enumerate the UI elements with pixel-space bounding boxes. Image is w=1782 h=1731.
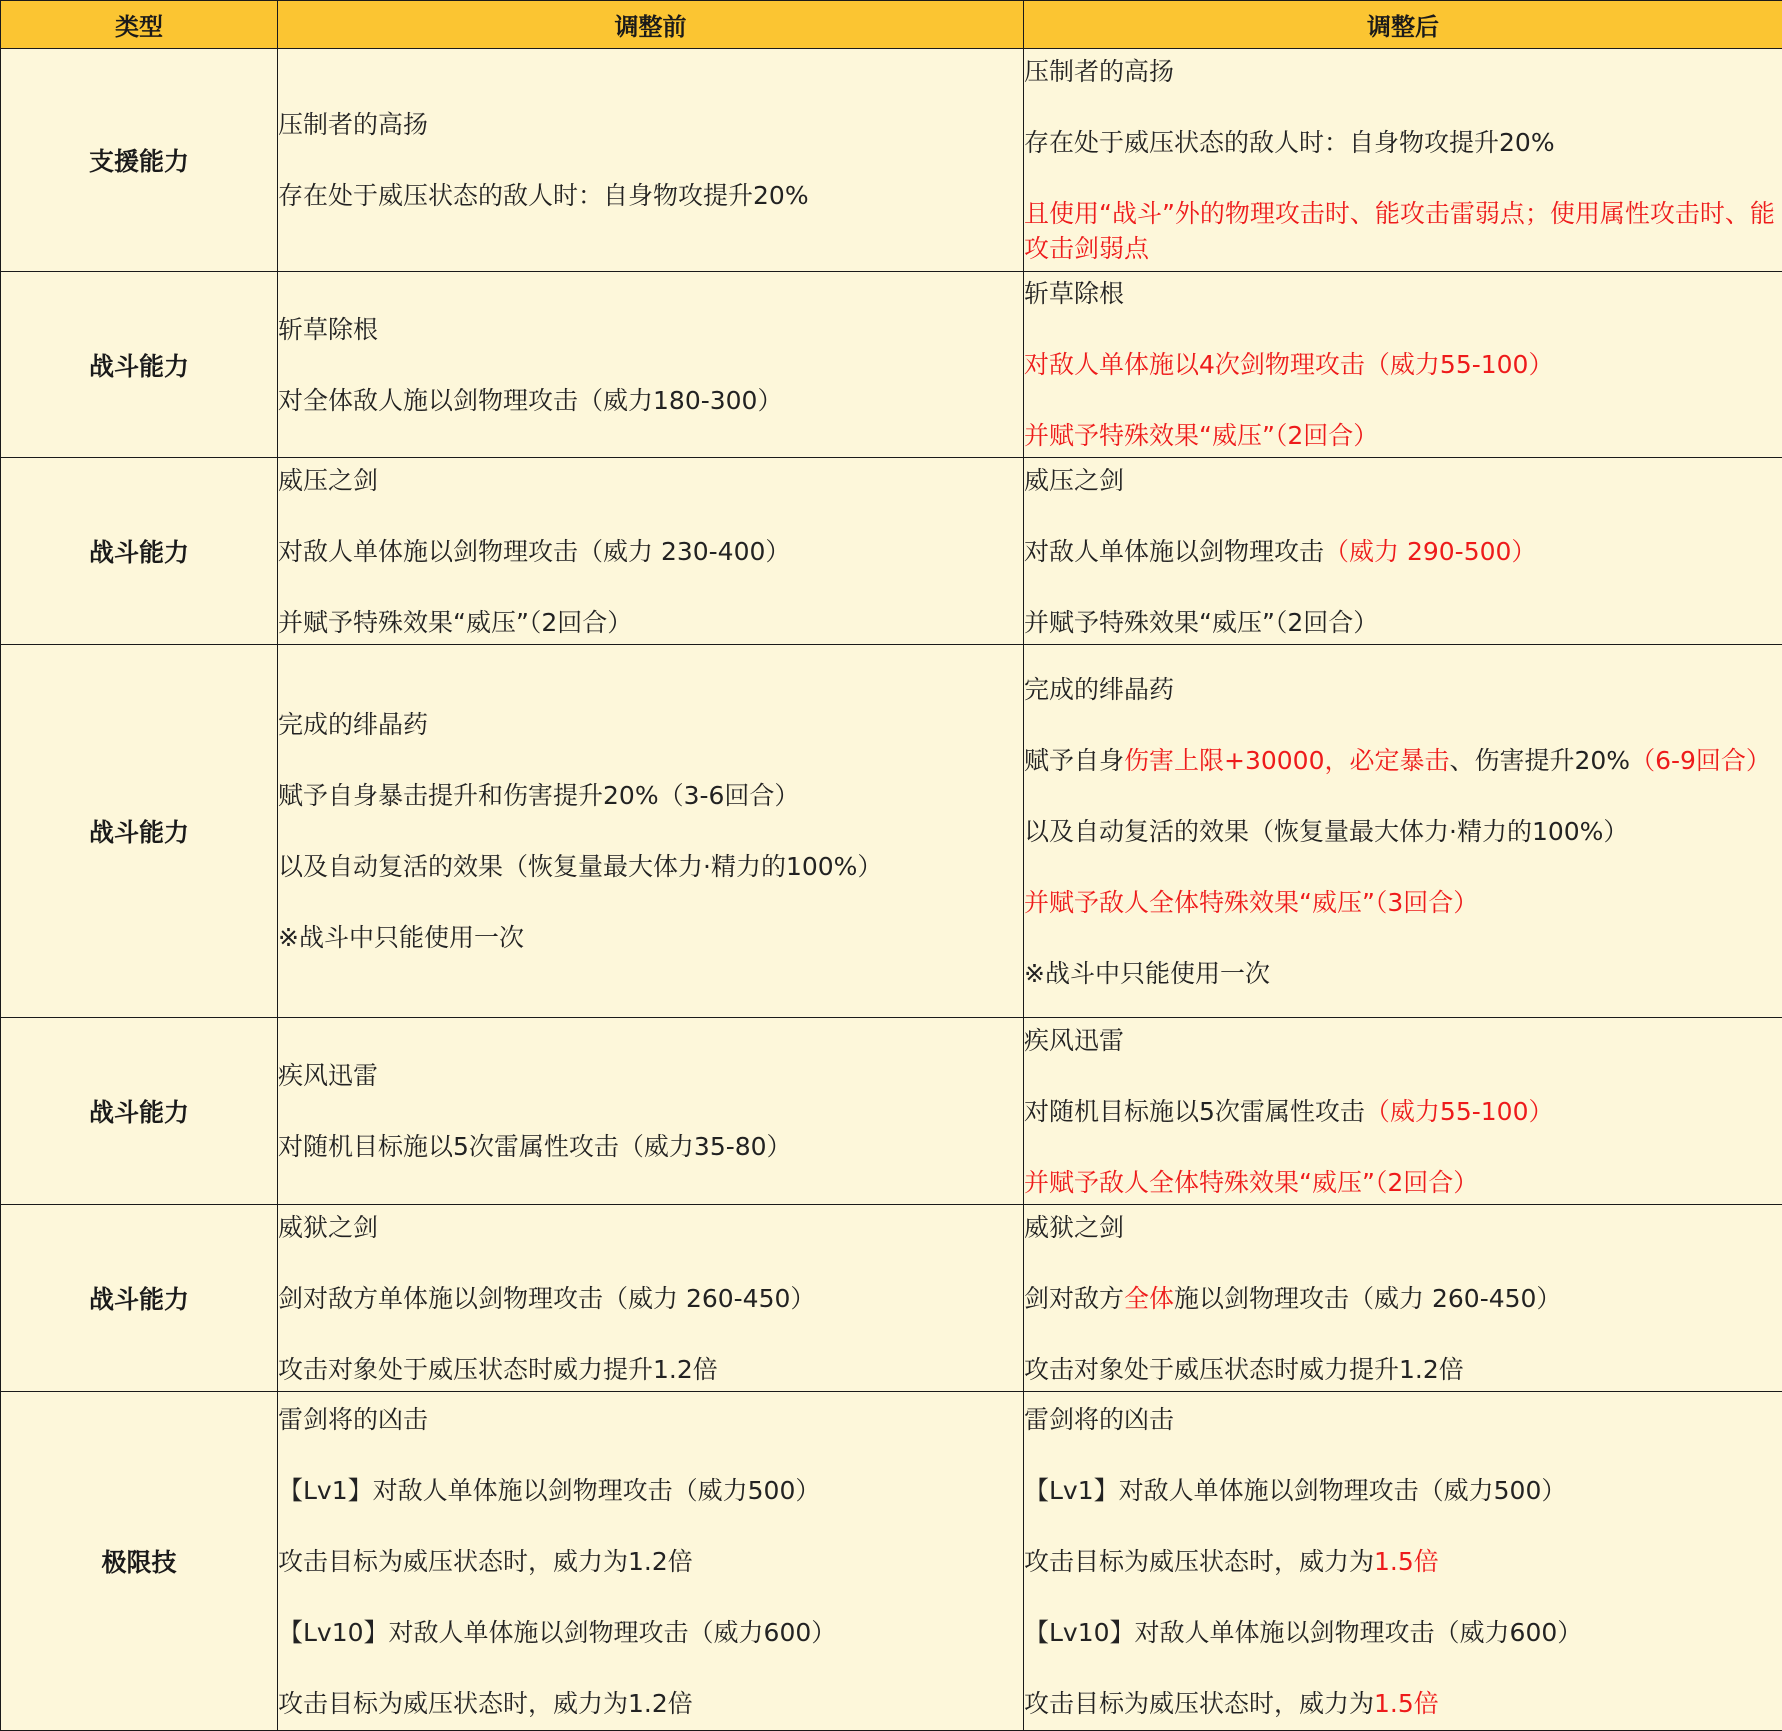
text-segment: 威压之剑 bbox=[1024, 466, 1124, 495]
before-line bbox=[278, 534, 1023, 569]
after-line bbox=[1024, 418, 1782, 453]
changed-text: 全体 bbox=[1124, 1284, 1174, 1313]
after-line bbox=[1024, 1165, 1782, 1200]
text-segment: 攻击目标为威压状态时，威力为 bbox=[1024, 1689, 1374, 1718]
text-segment: 存在处于威压状态的敌人时：自身物攻提升20% bbox=[1024, 128, 1555, 157]
after-line bbox=[1024, 1281, 1782, 1316]
table-row bbox=[1, 645, 1782, 1018]
before-line bbox=[278, 383, 1023, 418]
table-body bbox=[1, 49, 1782, 1731]
text-segment: 对全体敌人施以剑物理攻击（威力180-300） bbox=[278, 386, 782, 415]
before-line bbox=[278, 1210, 1023, 1245]
before-line bbox=[278, 178, 1023, 213]
table-row bbox=[1, 49, 1782, 272]
changed-text: 伤害上限+30000，必定暴击 bbox=[1124, 746, 1449, 775]
after-line bbox=[1024, 1615, 1782, 1650]
before-line bbox=[278, 463, 1023, 498]
text-segment: 施以剑物理攻击（威力 260-450） bbox=[1174, 1284, 1561, 1313]
text-segment: 【Lv1】对敌人单体施以剑物理攻击（威力500） bbox=[278, 1476, 820, 1505]
before-line bbox=[278, 1473, 1023, 1508]
after-cell bbox=[1024, 272, 1782, 458]
after-line bbox=[1024, 1352, 1782, 1387]
text-segment: 攻击目标为威压状态时，威力为 bbox=[1024, 1547, 1374, 1576]
before-line bbox=[278, 1686, 1023, 1721]
after-line bbox=[1024, 1473, 1782, 1508]
header-before: 调整前 bbox=[278, 1, 1024, 49]
before-line bbox=[278, 1058, 1023, 1093]
table-row bbox=[1, 1392, 1782, 1731]
text-segment: 对随机目标施以5次雷属性攻击（威力35-80） bbox=[278, 1132, 792, 1161]
before-line bbox=[278, 605, 1023, 640]
before-cell bbox=[278, 272, 1024, 458]
text-segment: ※战斗中只能使用一次 bbox=[278, 923, 524, 952]
after-line bbox=[1024, 1686, 1782, 1721]
after-cell bbox=[1024, 1392, 1782, 1731]
after-line bbox=[1024, 54, 1782, 89]
header-type: 类型 bbox=[1, 1, 278, 49]
before-cell bbox=[278, 1018, 1024, 1205]
before-line bbox=[278, 849, 1023, 884]
text-segment: 攻击对象处于威压状态时威力提升1.2倍 bbox=[1024, 1355, 1464, 1384]
text-segment: 剑对敌方单体施以剑物理攻击（威力 260-450） bbox=[278, 1284, 815, 1313]
text-segment: 疾风迅雷 bbox=[1024, 1026, 1124, 1055]
changed-text: 并赋予敌人全体特殊效果“威压”（3回合） bbox=[1024, 888, 1478, 917]
text-segment: 攻击目标为威压状态时，威力为1.2倍 bbox=[278, 1547, 693, 1576]
row-type: 支援能力 bbox=[1, 49, 278, 272]
before-line bbox=[278, 107, 1023, 142]
text-segment: 并赋予特殊效果“威压”（2回合） bbox=[278, 608, 632, 637]
after-line bbox=[1024, 885, 1782, 920]
after-cell bbox=[1024, 1205, 1782, 1392]
table-row bbox=[1, 272, 1782, 458]
changed-text: （6-9回合） bbox=[1630, 746, 1771, 775]
header-row bbox=[1, 1, 1782, 49]
before-line bbox=[278, 1402, 1023, 1437]
after-line bbox=[1024, 125, 1782, 160]
before-line bbox=[278, 1352, 1023, 1387]
text-segment: 压制者的高扬 bbox=[1024, 57, 1174, 86]
changed-text: 1.5倍 bbox=[1374, 1689, 1439, 1718]
text-segment: 赋予自身 bbox=[1024, 746, 1124, 775]
after-line bbox=[1024, 534, 1782, 569]
text-segment: 对敌人单体施以剑物理攻击（威力 230-400） bbox=[278, 537, 790, 566]
before-cell bbox=[278, 49, 1024, 272]
text-segment: 【Lv1】对敌人单体施以剑物理攻击（威力500） bbox=[1024, 1476, 1566, 1505]
text-segment: 压制者的高扬 bbox=[278, 110, 428, 139]
changed-text: 1.5倍 bbox=[1374, 1547, 1439, 1576]
text-segment: 完成的绯晶药 bbox=[1024, 675, 1174, 704]
text-segment: 以及自动复活的效果（恢复量最大体力·精力的100%） bbox=[278, 852, 882, 881]
after-line bbox=[1024, 743, 1782, 778]
text-segment: 并赋予特殊效果“威压”（2回合） bbox=[1024, 608, 1378, 637]
text-segment: 斩草除根 bbox=[278, 315, 378, 344]
after-line bbox=[1024, 276, 1782, 311]
before-line bbox=[278, 312, 1023, 347]
after-line bbox=[1024, 1210, 1782, 1245]
changed-text: 且使用“战斗”外的物理攻击时、能攻击雷弱点；使用属性攻击时、能攻击剑弱点 bbox=[1024, 199, 1775, 263]
text-segment: 雷剑将的凶击 bbox=[278, 1405, 428, 1434]
before-line bbox=[278, 920, 1023, 955]
after-cell bbox=[1024, 1018, 1782, 1205]
text-segment: 存在处于威压状态的敌人时：自身物攻提升20% bbox=[278, 181, 809, 210]
after-line bbox=[1024, 196, 1782, 266]
text-segment: 赋予自身暴击提升和伤害提升20%（3-6回合） bbox=[278, 781, 799, 810]
text-segment: 剑对敌方 bbox=[1024, 1284, 1124, 1313]
after-line bbox=[1024, 672, 1782, 707]
before-line bbox=[278, 1281, 1023, 1316]
text-segment: 完成的绯晶药 bbox=[278, 710, 428, 739]
before-line bbox=[278, 707, 1023, 742]
row-type: 极限技 bbox=[1, 1392, 278, 1731]
before-cell bbox=[278, 458, 1024, 645]
text-segment: 雷剑将的凶击 bbox=[1024, 1405, 1174, 1434]
text-segment: 以及自动复活的效果（恢复量最大体力·精力的100%） bbox=[1024, 817, 1628, 846]
text-segment: 攻击对象处于威压状态时威力提升1.2倍 bbox=[278, 1355, 718, 1384]
text-segment: 对随机目标施以5次雷属性攻击 bbox=[1024, 1097, 1365, 1126]
table-row bbox=[1, 1018, 1782, 1205]
row-type: 战斗能力 bbox=[1, 458, 278, 645]
table-row bbox=[1, 1205, 1782, 1392]
header-after: 调整后 bbox=[1024, 1, 1782, 49]
text-segment: 攻击目标为威压状态时，威力为1.2倍 bbox=[278, 1689, 693, 1718]
before-cell bbox=[278, 645, 1024, 1018]
text-segment: 【Lv10】对敌人单体施以剑物理攻击（威力600） bbox=[1024, 1618, 1582, 1647]
after-line bbox=[1024, 347, 1782, 382]
changed-text: （威力55-100） bbox=[1365, 1097, 1554, 1126]
changed-text: （威力 290-500） bbox=[1324, 537, 1536, 566]
row-type: 战斗能力 bbox=[1, 272, 278, 458]
text-segment: 【Lv10】对敌人单体施以剑物理攻击（威力600） bbox=[278, 1618, 836, 1647]
row-type: 战斗能力 bbox=[1, 645, 278, 1018]
after-cell bbox=[1024, 49, 1782, 272]
row-type: 战斗能力 bbox=[1, 1205, 278, 1392]
before-line bbox=[278, 1129, 1023, 1164]
after-line bbox=[1024, 463, 1782, 498]
changed-text: 并赋予敌人全体特殊效果“威压”（2回合） bbox=[1024, 1168, 1478, 1197]
before-cell bbox=[278, 1205, 1024, 1392]
before-line bbox=[278, 778, 1023, 813]
after-line bbox=[1024, 814, 1782, 849]
table-row bbox=[1, 458, 1782, 645]
row-type: 战斗能力 bbox=[1, 1018, 278, 1205]
after-line bbox=[1024, 1023, 1782, 1058]
before-line bbox=[278, 1615, 1023, 1650]
text-segment: 斩草除根 bbox=[1024, 279, 1124, 308]
after-cell bbox=[1024, 458, 1782, 645]
before-cell bbox=[278, 1392, 1024, 1731]
text-segment: 威压之剑 bbox=[278, 466, 378, 495]
after-line bbox=[1024, 605, 1782, 640]
changed-text: 对敌人单体施以4次剑物理攻击（威力55-100） bbox=[1024, 350, 1553, 379]
text-segment: 、伤害提升20% bbox=[1450, 746, 1631, 775]
text-segment: 威狱之剑 bbox=[278, 1213, 378, 1242]
after-cell bbox=[1024, 645, 1782, 1018]
changed-text: 并赋予特殊效果“威压”（2回合） bbox=[1024, 421, 1378, 450]
text-segment: 威狱之剑 bbox=[1024, 1213, 1124, 1242]
after-line bbox=[1024, 956, 1782, 991]
after-line bbox=[1024, 1094, 1782, 1129]
after-line bbox=[1024, 1544, 1782, 1579]
before-line bbox=[278, 1544, 1023, 1579]
text-segment: 对敌人单体施以剑物理攻击 bbox=[1024, 537, 1324, 566]
text-segment: 疾风迅雷 bbox=[278, 1061, 378, 1090]
after-line bbox=[1024, 1402, 1782, 1437]
text-segment: ※战斗中只能使用一次 bbox=[1024, 959, 1270, 988]
